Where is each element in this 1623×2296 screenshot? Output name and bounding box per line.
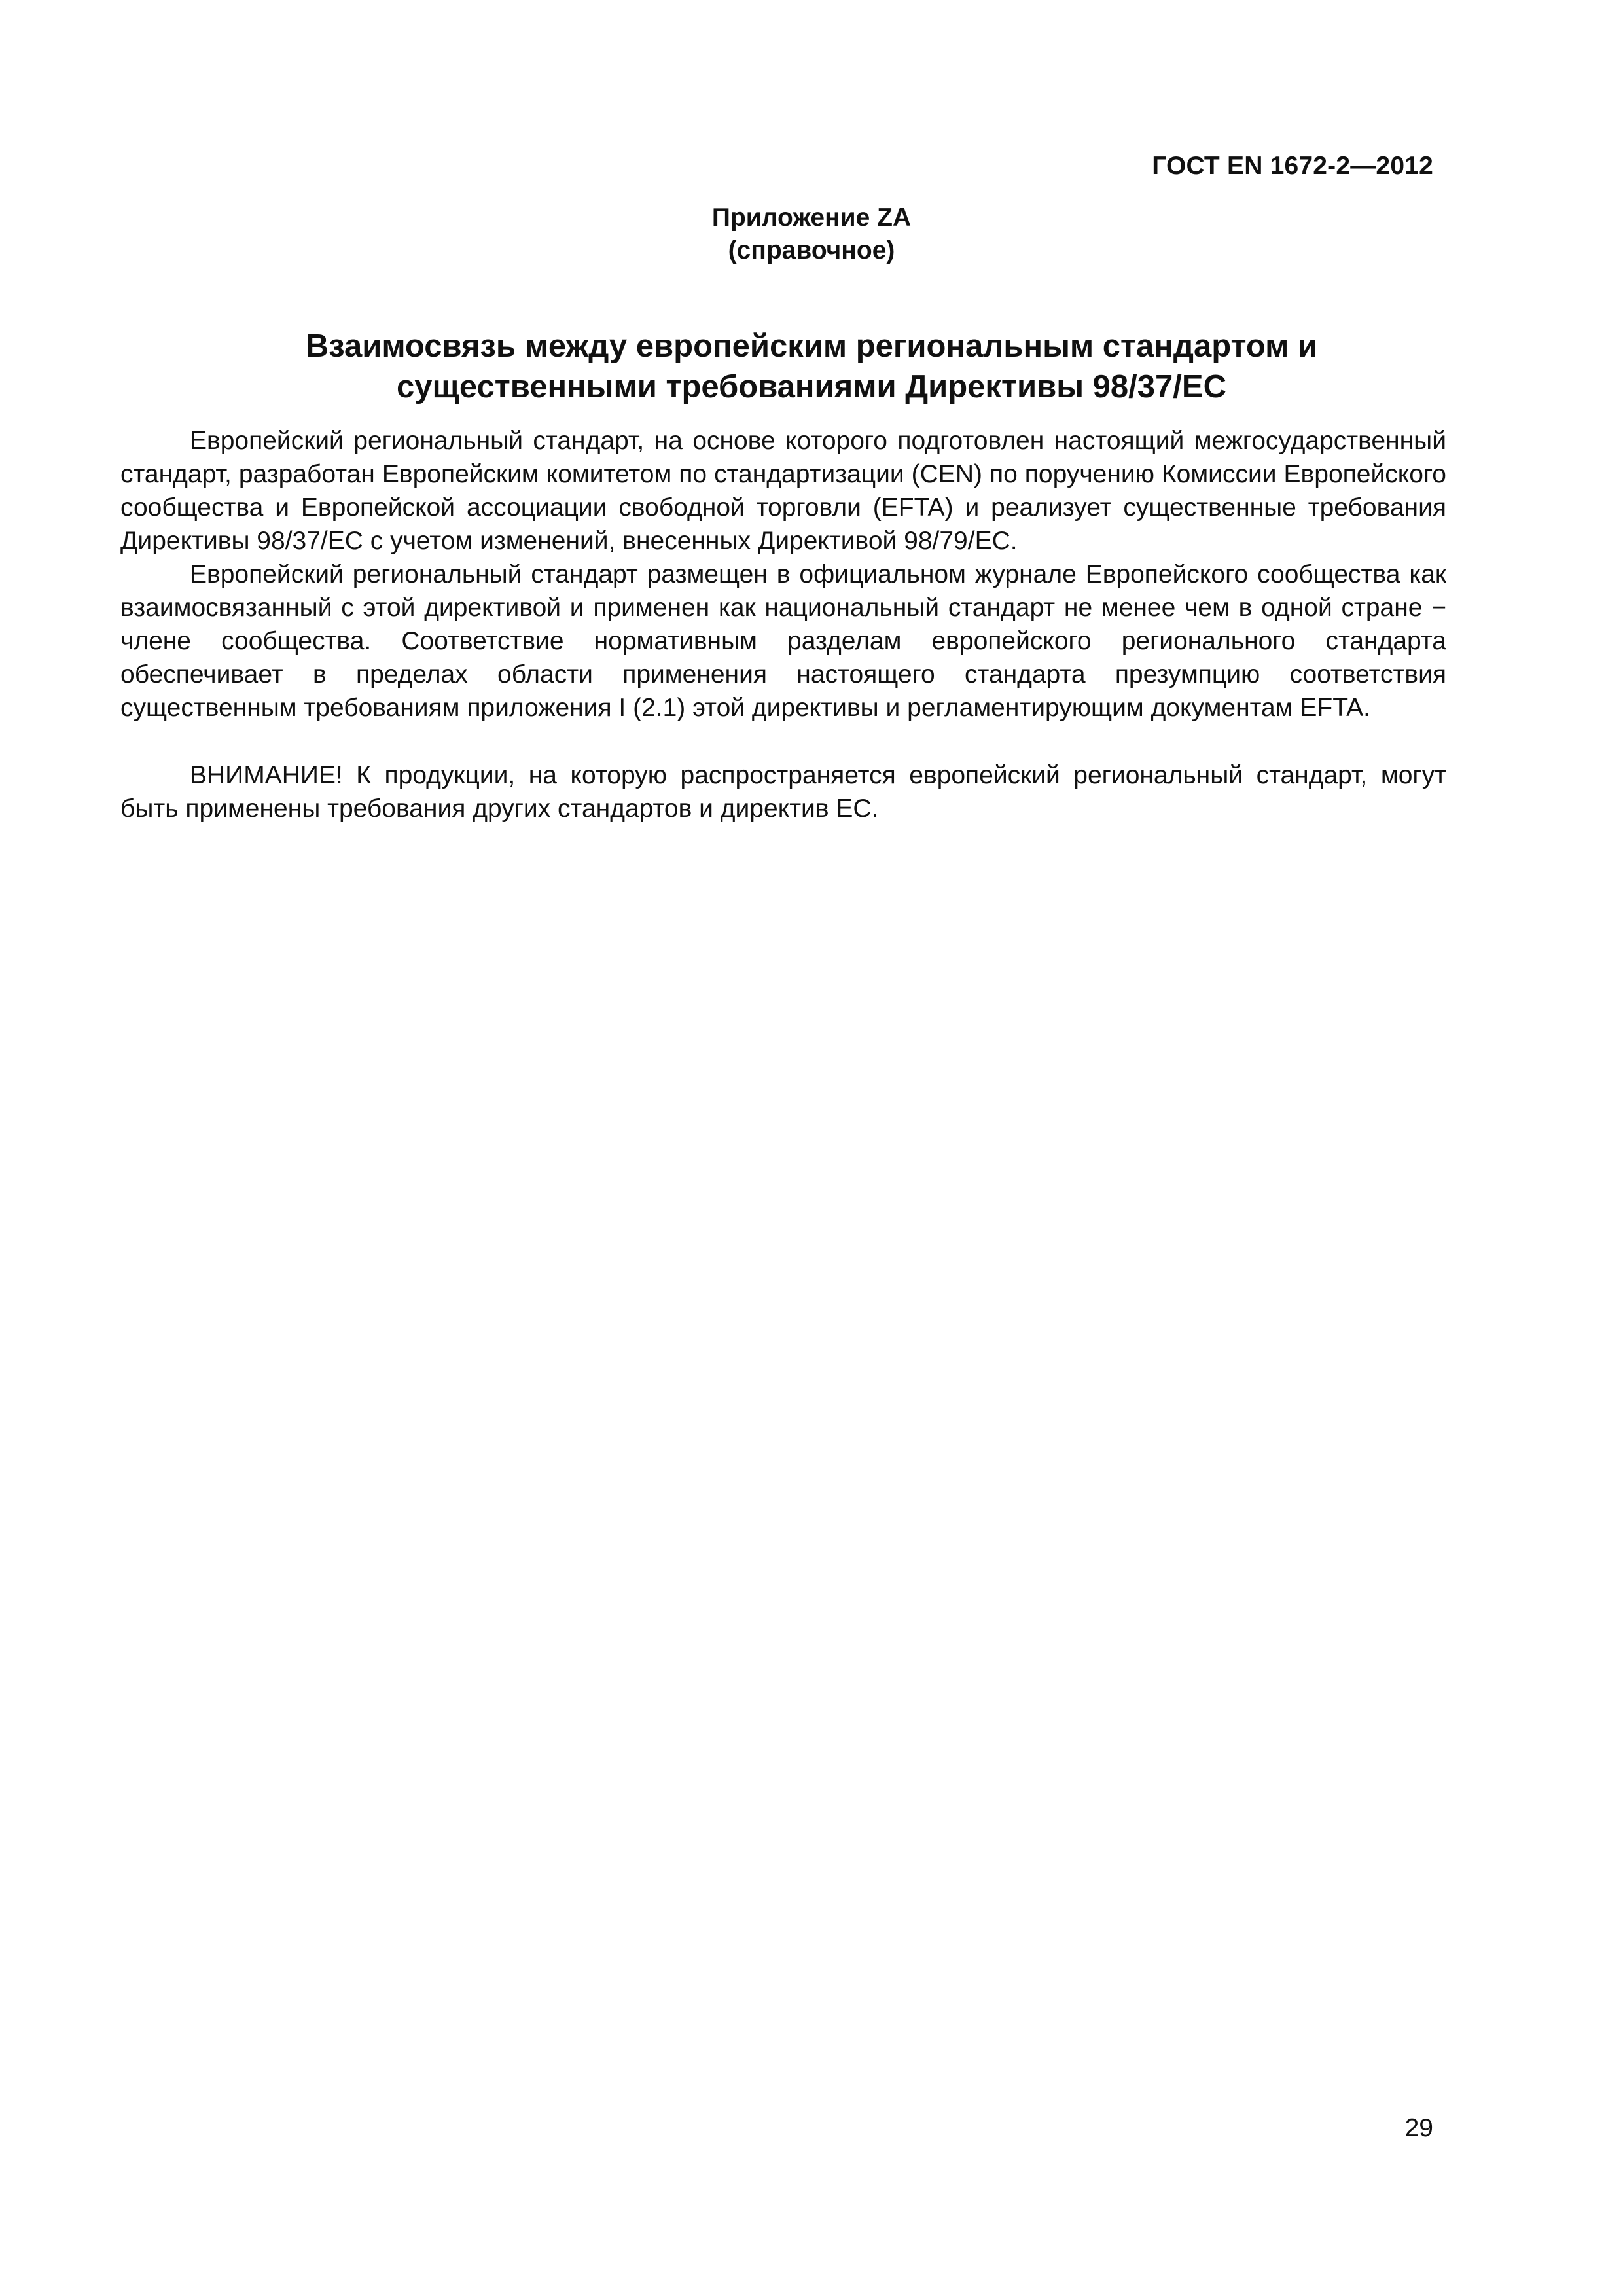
section-title [0, 326, 1623, 407]
section-title-line-2: существенными требованиями Директивы 98/37/ЕС [397, 369, 1226, 404]
document-code: ГОСТ EN 1672-2—2012 [1152, 152, 1433, 180]
annex-type: (справочное) [728, 236, 895, 264]
paragraph-1: Европейский региональный стандарт, на основе которого подготовлен настоящий межгосударственный стандарт, разработан Европейским комитетом по стандартизации (CEN) по поручению Комиссии Европейского сообщества и Европейской ассоциации свободной торговли (EFTA) и реализует существенные требования Директивы 98/37/ЕС с учетом изменений, внесенных Директивой 98/79/ЕС. [120, 427, 1446, 555]
body-text [120, 424, 1446, 825]
paragraph-2: Европейский региональный стандарт размещен в официальном журнале Европейского сообщества как взаимосвязанный с этой директивой и применен как национальный стандарт не менее чем в одной стране − члене сообщества. Соответствие нормативным разделам европейского регионального стандарта обеспечивает в пределах области применения настоящего стандарта презумпцию соответствия существенным требованиям приложения I (2.1) этой директивы и регламентирующим документам EFTA. [120, 560, 1446, 722]
attention-paragraph: ВНИМАНИЕ! К продукции, на которую распространяется европейский региональный стандарт, могут быть применены требования других стандартов и директив ЕС. [120, 761, 1446, 823]
annex-heading [0, 202, 1623, 267]
section-title-line-1: Взаимосвязь между европейским региональным стандартом и [305, 329, 1318, 364]
annex-label: Приложение ZA [711, 204, 912, 232]
page-number: 29 [1404, 2114, 1433, 2142]
